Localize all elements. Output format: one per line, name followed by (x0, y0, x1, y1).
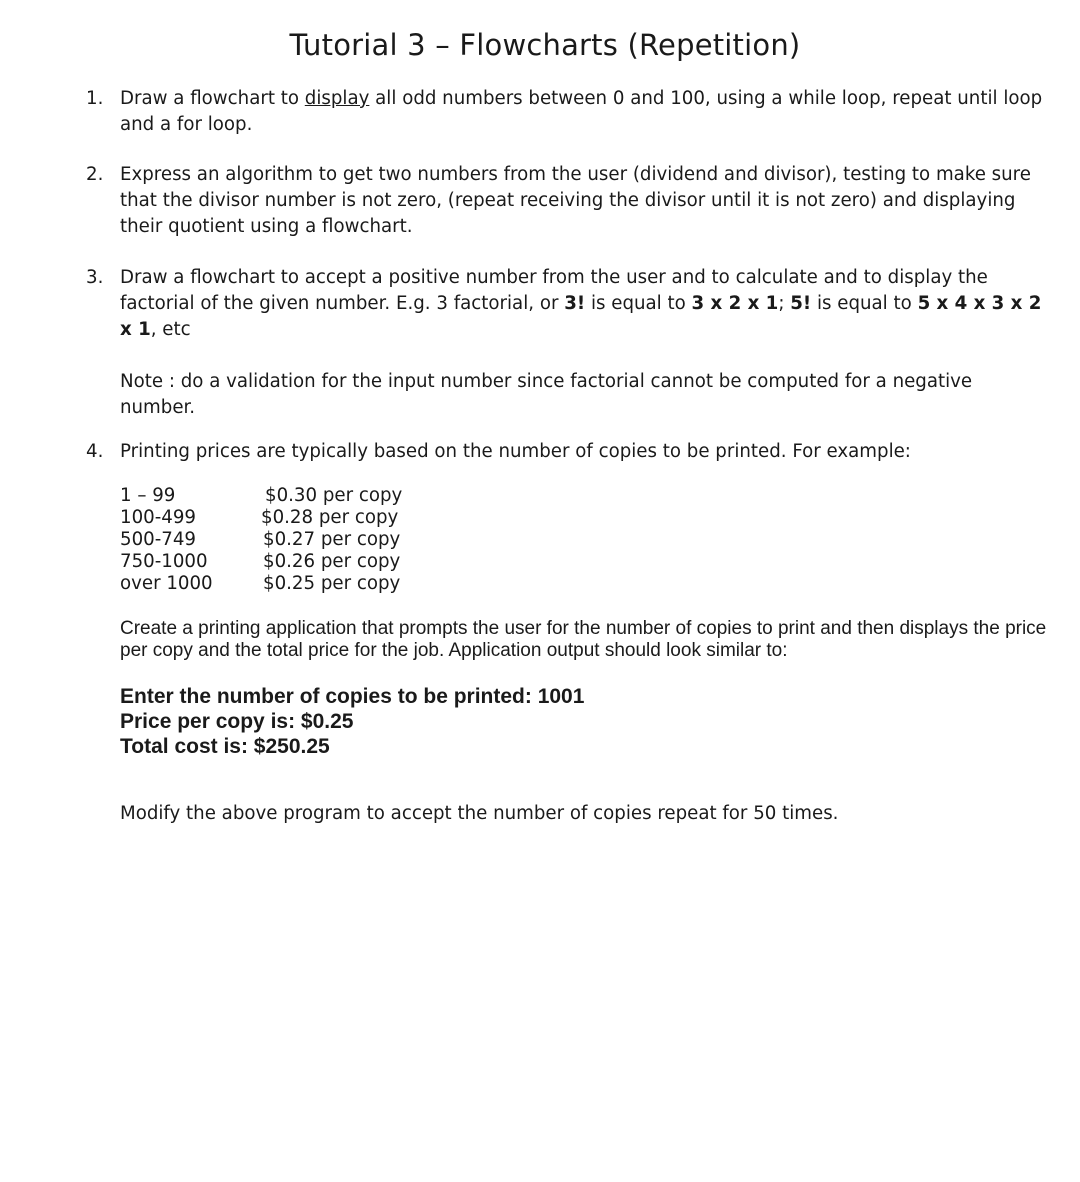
price-row (120, 529, 540, 551)
question-number: 2. (86, 164, 104, 185)
copies-range: 750-1000 (120, 551, 208, 572)
copies-range: 100-499 (120, 507, 196, 528)
sample-output-line: Total cost is: $250.25 (120, 735, 330, 758)
question-number: 4. (86, 441, 104, 462)
modify-instruction: Modify the above program to accept the number of copies repeat for 50 times. (120, 803, 839, 824)
bold-factorial-5: 5! (790, 293, 812, 314)
price-per-copy: $0.28 per copy (261, 507, 399, 528)
copies-range: 500-749 (120, 529, 196, 550)
question-text: Draw a flowchart to display all odd numbers between 0 and 100, using a while loop, repeat until loop and a for loop. (120, 88, 1043, 135)
bold-expansion-5: 5 x 4 x 3 x 2 x 1 (120, 293, 1042, 340)
sample-output-line: Enter the number of copies to be printed: 1001 (120, 685, 585, 708)
price-per-copy: $0.25 per copy (263, 573, 401, 594)
price-row (120, 551, 540, 573)
question-number: 3. (86, 267, 104, 288)
price-row (120, 485, 540, 507)
question-3 (86, 265, 1046, 343)
sample-output (120, 684, 584, 759)
bold-expansion-3: 3 x 2 x 1 (691, 293, 779, 314)
question-number: 1. (86, 88, 104, 109)
page-title: Tutorial 3 – Flowcharts (Repetition) (289, 28, 801, 62)
bold-factorial-3: 3! (564, 293, 586, 314)
copies-range: 1 – 99 (120, 485, 176, 506)
price-per-copy: $0.27 per copy (263, 529, 401, 550)
question-1 (86, 86, 1046, 138)
question-4 (86, 439, 1046, 465)
question-text: Printing prices are typically based on the number of copies to be printed. For example: (120, 441, 911, 462)
question-2 (86, 162, 1046, 240)
underlined-word: display (304, 88, 370, 109)
price-row (120, 573, 540, 595)
question-text: Express an algorithm to get two numbers from the user (dividend and divisor), testing to make sure that the divisor number is not zero, (repeat receiving the divisor until it is not zero) and displaying their quotient using a flowchart. (120, 164, 1031, 237)
price-row (120, 507, 540, 529)
copies-range: over 1000 (120, 573, 213, 594)
application-instructions: Create a printing application that prompts the user for the number of copies to print and then displays the price per copy and the total price for the job. Application output should look similar to: (120, 618, 1047, 661)
validation-note: Note : do a validation for the input number since factorial cannot be computed for a negative number. (120, 371, 973, 418)
price-table (120, 485, 540, 595)
question-text: Draw a flowchart to accept a positive number from the user and to calculate and to display the factorial of the given number. E.g. 3 factorial, or 3! is equal to 3 x 2 x 1; 5! is equal to 5 x 4 x 3 x 2 x 1, etc (120, 267, 1042, 340)
sample-output-line: Price per copy is: $0.25 (120, 710, 354, 733)
price-per-copy: $0.26 per copy (263, 551, 401, 572)
price-per-copy: $0.30 per copy (265, 485, 403, 506)
